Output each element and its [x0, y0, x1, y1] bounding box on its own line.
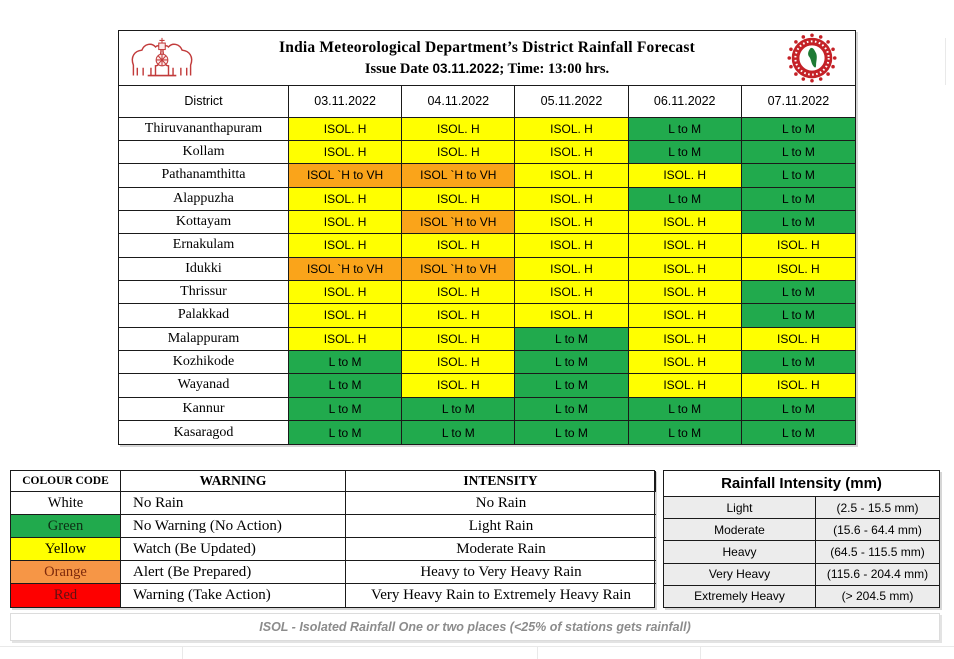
district-label: Kollam — [119, 141, 289, 164]
column-header: 07.11.2022 — [742, 86, 855, 118]
grid-remnant-line — [0, 646, 954, 647]
intensity-label-cell: Light — [664, 497, 816, 519]
warning-cell: Alert (Be Prepared) — [121, 561, 346, 584]
intensity-range-cell: (15.6 - 64.4 mm) — [816, 519, 939, 541]
forecast-cell: ISOL. H — [515, 234, 628, 257]
forecast-cell: ISOL. H — [289, 118, 402, 141]
forecast-cell: ISOL. H — [289, 234, 402, 257]
forecast-cell: ISOL. H — [402, 188, 515, 211]
intensity-range-cell: (> 204.5 mm) — [816, 586, 939, 607]
forecast-cell: L to M — [742, 188, 855, 211]
forecast-cell: L to M — [742, 421, 855, 444]
intensity-range-cell: (115.6 - 204.4 mm) — [816, 564, 939, 586]
forecast-cell: L to M — [742, 164, 855, 187]
district-label: Wayanad — [119, 374, 289, 397]
forecast-cell: ISOL `H to VH — [402, 258, 515, 281]
district-label: Kottayam — [119, 211, 289, 234]
forecast-cell: ISOL. H — [629, 304, 742, 327]
forecast-cell: ISOL. H — [629, 258, 742, 281]
forecast-table — [118, 30, 856, 445]
isol-footnote: ISOL - Isolated Rainfall One or two places (<25% of stations gets rainfall) — [10, 613, 940, 641]
forecast-cell: ISOL `H to VH — [289, 258, 402, 281]
forecast-cell: L to M — [515, 398, 628, 421]
grid-remnant-line — [182, 646, 183, 659]
intensity-range-cell: (64.5 - 115.5 mm) — [816, 541, 939, 563]
forecast-cell: ISOL. H — [742, 328, 855, 351]
rainfall-intensity-table — [663, 470, 940, 608]
forecast-cell: L to M — [629, 141, 742, 164]
colour-code-table — [10, 470, 655, 608]
forecast-cell: ISOL. H — [515, 141, 628, 164]
report-titles — [205, 39, 769, 78]
forecast-cell: ISOL. H — [629, 351, 742, 374]
imd-logo — [769, 32, 855, 84]
warning-cell: No Warning (No Action) — [121, 515, 346, 538]
colour-swatch-cell: Orange — [11, 561, 121, 584]
intensity-cell: Heavy to Very Heavy Rain — [346, 561, 656, 584]
forecast-cell: ISOL. H — [515, 164, 628, 187]
forecast-cell: ISOL. H — [515, 211, 628, 234]
forecast-cell: ISOL. H — [515, 258, 628, 281]
district-label: Palakkad — [119, 304, 289, 327]
colour-swatch-cell: White — [11, 492, 121, 515]
intensity-label-cell: Extremely Heavy — [664, 586, 816, 607]
forecast-cell: L to M — [289, 421, 402, 444]
column-header: 05.11.2022 — [515, 86, 628, 118]
forecast-cell: ISOL. H — [742, 234, 855, 257]
forecast-cell: ISOL. H — [402, 351, 515, 374]
forecast-cell: ISOL. H — [402, 374, 515, 397]
warning-cell: Warning (Take Action) — [121, 584, 346, 607]
forecast-cell: ISOL `H to VH — [402, 164, 515, 187]
column-header: 04.11.2022 — [402, 86, 515, 118]
intensity-cell: Light Rain — [346, 515, 656, 538]
legend-column-header: INTENSITY — [346, 471, 656, 492]
forecast-cell: ISOL. H — [629, 234, 742, 257]
district-label: Kasaragod — [119, 421, 289, 444]
issue-date-line — [205, 61, 769, 78]
warning-cell: Watch (Be Updated) — [121, 538, 346, 561]
forecast-cell: ISOL. H — [515, 188, 628, 211]
forecast-cell: L to M — [742, 304, 855, 327]
intensity-label-cell: Very Heavy — [664, 564, 816, 586]
forecast-cell: ISOL. H — [402, 141, 515, 164]
grid-remnant-line — [537, 646, 538, 659]
grid-remnant-line — [945, 38, 946, 85]
forecast-cell: L to M — [629, 118, 742, 141]
forecast-cell: L to M — [742, 118, 855, 141]
issue-date: 03.11.2022 — [432, 60, 500, 76]
report-title: India Meteorological Department’s District Rainfall Forecast — [279, 38, 695, 56]
column-header: 06.11.2022 — [629, 86, 742, 118]
forecast-cell: L to M — [742, 141, 855, 164]
forecast-cell: ISOL. H — [289, 281, 402, 304]
forecast-cell: ISOL. H — [629, 281, 742, 304]
forecast-cell: L to M — [515, 351, 628, 374]
forecast-cell: ISOL. H — [289, 141, 402, 164]
forecast-cell: ISOL. H — [402, 328, 515, 351]
intensity-cell: Moderate Rain — [346, 538, 656, 561]
forecast-cell: ISOL. H — [289, 188, 402, 211]
colour-swatch-cell: Red — [11, 584, 121, 607]
intensity-table-rows — [664, 497, 939, 607]
forecast-cell: L to M — [629, 188, 742, 211]
forecast-cell: ISOL. H — [629, 164, 742, 187]
colour-swatch-cell: Green — [11, 515, 121, 538]
forecast-cell: L to M — [402, 421, 515, 444]
forecast-cell: L to M — [742, 281, 855, 304]
intensity-range-cell: (2.5 - 15.5 mm) — [816, 497, 939, 519]
forecast-cell: ISOL. H — [402, 281, 515, 304]
forecast-cell: L to M — [629, 421, 742, 444]
forecast-cell: ISOL. H — [629, 211, 742, 234]
legend-column-header: COLOUR CODE — [11, 471, 121, 492]
legend-column-header: WARNING — [121, 471, 346, 492]
forecast-cell: ISOL. H — [402, 118, 515, 141]
forecast-cell: ISOL. H — [289, 304, 402, 327]
district-label: Pathanamthitta — [119, 164, 289, 187]
forecast-cell: L to M — [742, 211, 855, 234]
district-label: Malappuram — [119, 328, 289, 351]
forecast-cell: ISOL. H — [629, 374, 742, 397]
district-label: Idukki — [119, 258, 289, 281]
district-label: Kozhikode — [119, 351, 289, 374]
forecast-cell: ISOL. H — [742, 374, 855, 397]
forecast-cell: L to M — [289, 351, 402, 374]
district-label: Kannur — [119, 398, 289, 421]
intensity-table-title: Rainfall Intensity (mm) — [664, 471, 939, 497]
forecast-cell: ISOL. H — [742, 258, 855, 281]
forecast-cell: ISOL. H — [402, 234, 515, 257]
forecast-cell: ISOL. H — [515, 118, 628, 141]
forecast-cell: ISOL `H to VH — [289, 164, 402, 187]
forecast-cell: ISOL. H — [402, 304, 515, 327]
district-label: Thiruvananthapuram — [119, 118, 289, 141]
forecast-cell: L to M — [289, 398, 402, 421]
district-label: Thrissur — [119, 281, 289, 304]
forecast-cell: L to M — [402, 398, 515, 421]
forecast-cell: L to M — [629, 398, 742, 421]
intensity-label-cell: Heavy — [664, 541, 816, 563]
forecast-cell: L to M — [289, 374, 402, 397]
forecast-cell: L to M — [515, 421, 628, 444]
intensity-cell: Very Heavy Rain to Extremely Heavy Rain — [371, 587, 631, 603]
forecast-cell: ISOL. H — [515, 281, 628, 304]
forecast-cell: ISOL. H — [515, 304, 628, 327]
intensity-label-cell: Moderate — [664, 519, 816, 541]
forecast-cell: ISOL `H to VH — [402, 211, 515, 234]
table-title-row — [119, 31, 855, 86]
forecast-cell: ISOL. H — [289, 211, 402, 234]
district-label: Alappuzha — [119, 188, 289, 211]
colour-swatch-cell: Yellow — [11, 538, 121, 561]
forecast-cell: L to M — [742, 398, 855, 421]
forecast-cell: ISOL. H — [289, 328, 402, 351]
forecast-cell: ISOL. H — [629, 328, 742, 351]
forecast-grid — [119, 86, 855, 444]
grid-remnant-line — [700, 646, 701, 659]
forecast-cell: L to M — [515, 328, 628, 351]
issue-suffix: ; Time: 13:00 hrs. — [499, 60, 610, 77]
forecast-cell: L to M — [515, 374, 628, 397]
column-header: 03.11.2022 — [289, 86, 402, 118]
forecast-cell: L to M — [742, 351, 855, 374]
district-label: Ernakulam — [119, 234, 289, 257]
column-header: District — [119, 86, 289, 118]
kerala-emblem-logo — [119, 33, 205, 83]
warning-cell: No Rain — [121, 492, 346, 515]
intensity-cell: No Rain — [346, 492, 656, 515]
issue-prefix: Issue Date — [364, 60, 433, 77]
